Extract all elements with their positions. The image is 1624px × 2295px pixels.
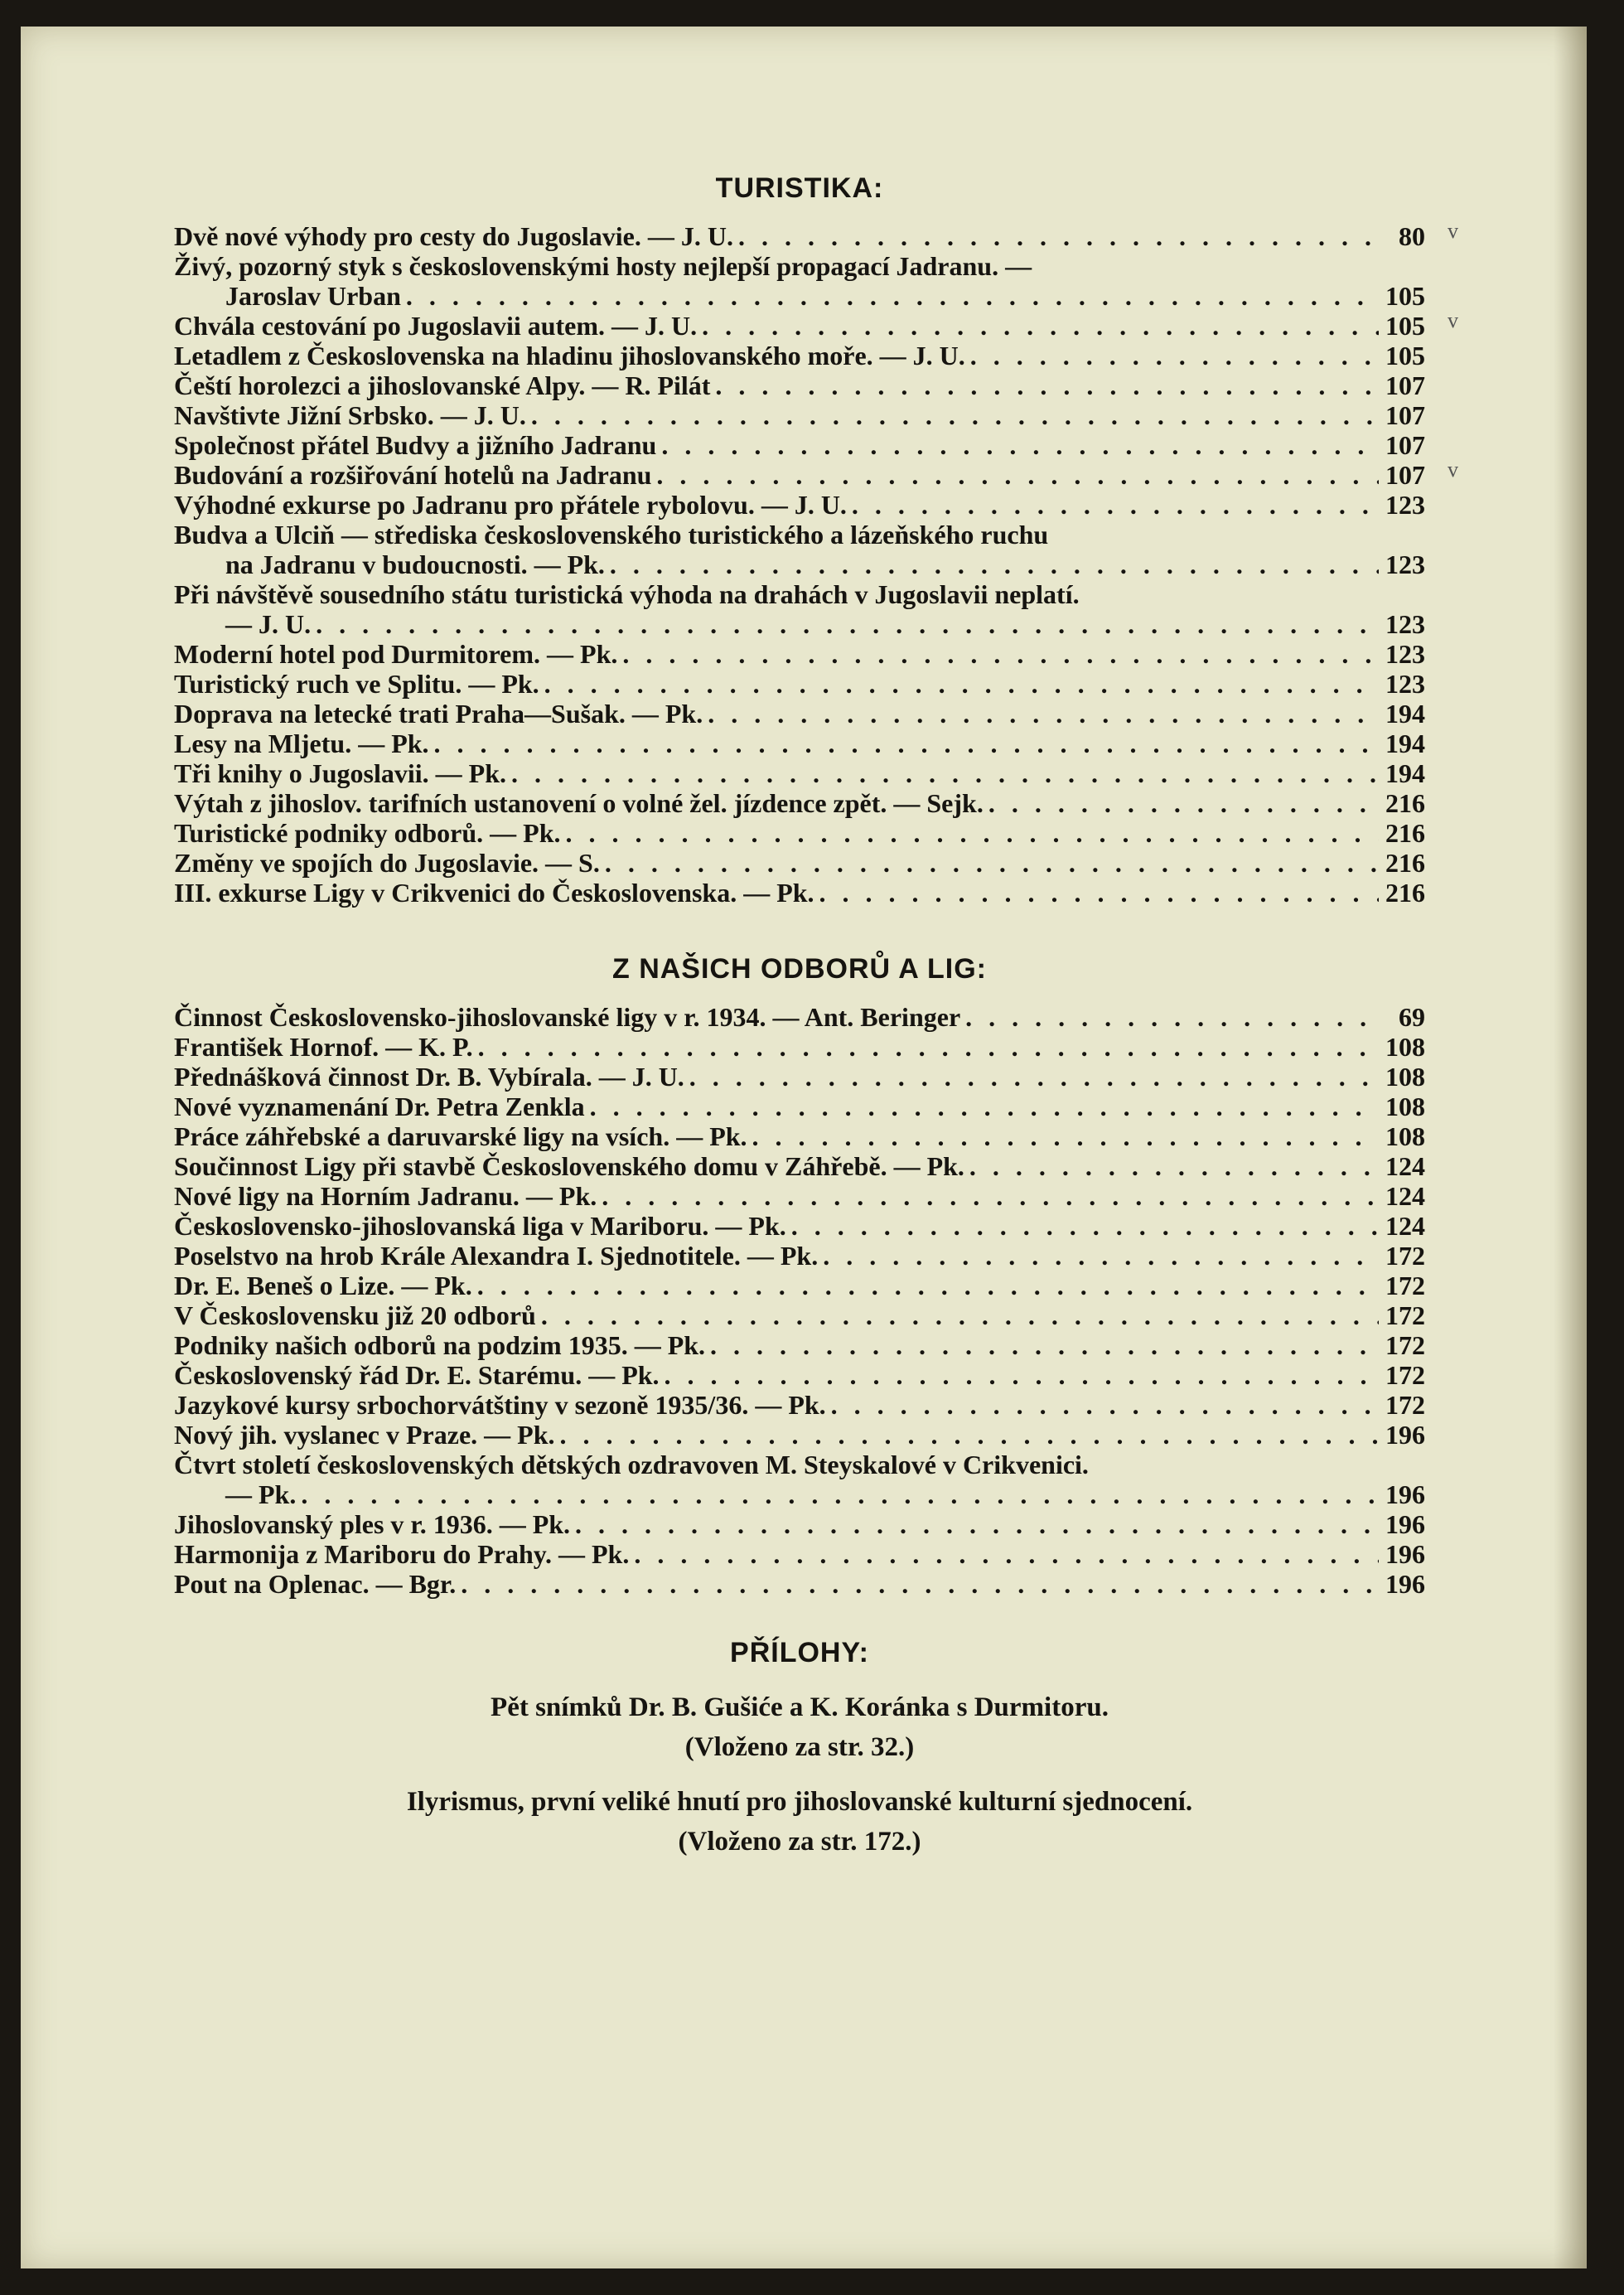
entry-title: Nové ligy na Horním Jadranu. — Pk. xyxy=(174,1181,597,1211)
toc-entry xyxy=(174,818,1425,848)
entry-title: Změny ve spojích do Jugoslavie. — S. xyxy=(174,848,600,878)
attachment-note: (Vloženo za str. 172.) xyxy=(678,1827,921,1857)
page-number: 108 xyxy=(1385,1121,1425,1151)
dot-leader xyxy=(477,1271,1379,1300)
dot-leader xyxy=(710,1330,1379,1360)
section-odbory xyxy=(174,953,1425,1599)
page-number: 108 xyxy=(1385,1062,1425,1092)
handwritten-check-mark: v xyxy=(1448,458,1458,482)
page-number: 105 xyxy=(1385,311,1425,341)
dot-leader xyxy=(819,878,1379,908)
toc-entry xyxy=(174,1360,1425,1390)
dot-leader xyxy=(406,281,1379,311)
toc-entry xyxy=(174,1121,1425,1151)
entry-title: Činnost Československo-jihoslovanské ligy v r. 1934. — Ant. Beringer xyxy=(174,1002,961,1032)
toc-entry xyxy=(174,699,1425,729)
section-title: Z NAŠICH ODBORŮ A LIG: xyxy=(611,953,987,985)
page-number: 172 xyxy=(1385,1360,1425,1390)
toc-entry xyxy=(174,341,1425,370)
page-number: 216 xyxy=(1385,818,1425,848)
page-number: 105 xyxy=(1385,281,1425,311)
toc-entry xyxy=(174,1569,1425,1599)
dot-leader xyxy=(434,729,1379,758)
entry-title-line: Budva a Ulciň — střediska československého turistického a lázeňského ruchu xyxy=(174,520,1049,550)
entry-title: V Československu již 20 odborů xyxy=(174,1300,536,1330)
page-number: 107 xyxy=(1385,460,1425,490)
dot-leader xyxy=(965,1002,1379,1032)
dot-leader xyxy=(752,1121,1379,1151)
entry-title: Jihoslovanský ples v r. 1936. — Pk. xyxy=(174,1509,571,1539)
page-number: 172 xyxy=(1385,1330,1425,1360)
dot-leader xyxy=(590,1092,1379,1121)
entry-title: Dr. E. Beneš o Lize. — Pk. xyxy=(174,1271,472,1300)
dot-leader xyxy=(301,1479,1379,1509)
page-number: 123 xyxy=(1385,490,1425,520)
page-number: 194 xyxy=(1385,758,1425,788)
entry-title: Výtah z jihoslov. tarifních ustanovení o volné žel. jízdence zpět. — Sejk. xyxy=(174,788,984,818)
page-number: 80 xyxy=(1399,221,1425,251)
toc-entry xyxy=(174,520,1425,579)
section-prilohy xyxy=(174,1637,1425,1862)
page-number: 69 xyxy=(1399,1002,1425,1032)
page-number: 196 xyxy=(1385,1420,1425,1450)
page-number: 196 xyxy=(1385,1569,1425,1599)
page-number: 194 xyxy=(1385,729,1425,758)
page-number: 123 xyxy=(1385,639,1425,669)
page-number: 216 xyxy=(1385,788,1425,818)
dot-leader xyxy=(665,1360,1379,1390)
dot-leader xyxy=(852,490,1379,520)
toc-entry xyxy=(174,400,1425,430)
dot-leader xyxy=(970,341,1379,370)
entry-title: Chvála cestování po Jugoslavii autem. — J. U. xyxy=(174,311,698,341)
entry-title: Pout na Oplenac. — Bgr. xyxy=(174,1569,457,1599)
dot-leader xyxy=(702,311,1379,341)
entry-list xyxy=(174,219,1458,908)
entry-title: Jazykové kursy srbochorvátštiny v sezoně 1935/36. — Pk. xyxy=(174,1390,826,1420)
toc-entry xyxy=(174,848,1425,878)
dot-leader xyxy=(541,1300,1379,1330)
toc-entry xyxy=(174,1509,1425,1539)
dot-leader xyxy=(634,1539,1379,1569)
entry-title: Turistické podniky odborů. — Pk. xyxy=(174,818,561,848)
dot-leader xyxy=(544,669,1379,699)
page-number: 196 xyxy=(1385,1509,1425,1539)
toc-entry xyxy=(174,1271,1425,1300)
toc-entry xyxy=(174,1420,1425,1450)
section-title: TURISTIKA: xyxy=(715,172,884,204)
entry-title: Nové vyznamenání Dr. Petra Zenkla xyxy=(174,1092,585,1121)
toc-entry xyxy=(174,1092,1425,1121)
toc-entry xyxy=(174,669,1425,699)
page-number: 105 xyxy=(1385,341,1425,370)
dot-leader xyxy=(689,1062,1379,1092)
dot-leader xyxy=(560,1420,1380,1450)
page-number: 172 xyxy=(1385,1241,1425,1271)
entry-title: Čeští horolezci a jihoslovanské Alpy. — R. Pilát xyxy=(174,370,711,400)
entry-title: Dvě nové výhody pro cesty do Jugoslavie. — J. U. xyxy=(174,221,733,251)
handwritten-check-mark: v xyxy=(1448,308,1458,332)
entry-title: Československý řád Dr. E. Starému. — Pk. xyxy=(174,1360,660,1390)
attachment-note: (Vloženo za str. 32.) xyxy=(684,1732,915,1762)
page-number: 216 xyxy=(1385,878,1425,908)
toc-entry xyxy=(174,758,1425,788)
entry-title: Doprava na letecké trati Praha—Sušak. — Pk. xyxy=(174,699,703,729)
toc-entry xyxy=(174,1330,1425,1360)
page-number: 172 xyxy=(1385,1300,1425,1330)
toc-entry xyxy=(174,639,1425,669)
dot-leader xyxy=(602,1181,1379,1211)
page-number: 194 xyxy=(1385,699,1425,729)
toc-entry xyxy=(174,1181,1425,1211)
dot-leader xyxy=(566,818,1379,848)
handwritten-check-mark: v xyxy=(1448,219,1458,243)
entry-title: František Hornof. — K. P. xyxy=(174,1032,473,1062)
entry-title: Lesy na Mljetu. — Pk. xyxy=(174,729,429,758)
toc-entry xyxy=(174,1211,1425,1241)
toc-entry xyxy=(174,458,1458,490)
dot-leader xyxy=(656,460,1379,490)
dot-leader xyxy=(791,1211,1379,1241)
entry-title-line: Při návštěvě sousedního státu turistická výhoda na drahách v Jugoslavii neplatí. xyxy=(174,579,1080,609)
entry-title: Navštivte Jižní Srbsko. — J. U. xyxy=(174,400,526,430)
page-number: 107 xyxy=(1385,400,1425,430)
entry-title: Harmonija z Mariboru do Prahy. — Pk. xyxy=(174,1539,630,1569)
dot-leader xyxy=(969,1151,1379,1181)
section-turistika xyxy=(174,172,1458,908)
toc-entry xyxy=(174,370,1425,400)
toc-entry xyxy=(174,788,1425,818)
entry-title: Moderní hotel pod Durmitorem. — Pk. xyxy=(174,639,618,669)
entry-title: Československo-jihoslovanská liga v Mariboru. — Pk. xyxy=(174,1211,786,1241)
toc-entry xyxy=(174,1390,1425,1420)
dot-leader xyxy=(605,848,1379,878)
page-number: 124 xyxy=(1385,1151,1425,1181)
toc-entry xyxy=(174,1450,1425,1509)
page-number: 123 xyxy=(1385,550,1425,579)
page-number: 124 xyxy=(1385,1181,1425,1211)
toc-entry xyxy=(174,729,1425,758)
dot-leader xyxy=(738,221,1379,251)
entry-title: Turistický ruch ve Splitu. — Pk. xyxy=(174,669,539,699)
page-number: 108 xyxy=(1385,1092,1425,1121)
dot-leader xyxy=(316,609,1379,639)
entry-title: Výhodné exkurse po Jadranu pro přátele rybolovu. — J. U. xyxy=(174,490,847,520)
entry-title: — Pk. xyxy=(225,1479,297,1509)
entry-title: Společnost přátel Budvy a jižního Jadranu xyxy=(174,430,657,460)
page-number: 196 xyxy=(1385,1539,1425,1569)
toc-entry xyxy=(174,1151,1425,1181)
toc-entry xyxy=(174,1539,1425,1569)
toc-entry xyxy=(174,1002,1425,1032)
page-number: 216 xyxy=(1385,848,1425,878)
dot-leader xyxy=(988,788,1379,818)
entry-title: Letadlem z Československa na hladinu jihoslovanského moře. — J. U. xyxy=(174,341,965,370)
page-number: 196 xyxy=(1385,1479,1425,1509)
entry-title: Poselstvo na hrob Krále Alexandra I. Sjednotitele. — Pk. xyxy=(174,1241,819,1271)
dot-leader xyxy=(531,400,1379,430)
entry-title: Budování a rozšiřování hotelů na Jadranu xyxy=(174,460,652,490)
entry-title: Jaroslav Urban xyxy=(225,281,401,311)
dot-leader xyxy=(610,550,1379,579)
attachment-line: Pět snímků Dr. B. Gušiće a K. Koránka s Durmitoru. xyxy=(491,1692,1109,1722)
page-number: 123 xyxy=(1385,609,1425,639)
page-number: 124 xyxy=(1385,1211,1425,1241)
entry-title: Nový jih. vyslanec v Praze. — Pk. xyxy=(174,1420,555,1450)
dot-leader xyxy=(708,699,1379,729)
dot-leader xyxy=(478,1032,1379,1062)
toc-entry xyxy=(174,490,1425,520)
attachment-line: Ilyrismus, první veliké hnutí pro jihoslovanské kulturní sjednocení. xyxy=(406,1787,1193,1817)
entry-title-line: Živý, pozorný styk s československými hosty nejlepší propagací Jadranu. — xyxy=(174,251,1032,281)
toc-entry xyxy=(174,1062,1425,1092)
entry-title: na Jadranu v budoucnosti. — Pk. xyxy=(225,550,605,579)
dot-leader xyxy=(575,1509,1379,1539)
dot-leader xyxy=(823,1241,1379,1271)
entry-title: III. exkurse Ligy v Crikvenici do Československa. — Pk. xyxy=(174,878,814,908)
toc-entry xyxy=(174,1032,1425,1062)
section-title: PŘÍLOHY: xyxy=(730,1637,869,1668)
toc-entry xyxy=(174,579,1425,639)
entry-title: — J. U. xyxy=(225,609,312,639)
dot-leader xyxy=(661,430,1379,460)
page-edge xyxy=(1554,27,1587,2268)
dot-leader xyxy=(511,758,1379,788)
entry-list xyxy=(174,1002,1425,1599)
dot-leader xyxy=(461,1569,1379,1599)
page-number: 172 xyxy=(1385,1390,1425,1420)
page-number: 172 xyxy=(1385,1271,1425,1300)
page-number: 108 xyxy=(1385,1032,1425,1062)
entry-title: Podniky našich odborů na podzim 1935. — Pk. xyxy=(174,1330,706,1360)
toc-entry xyxy=(174,251,1425,311)
entry-title: Práce záhřebské a daruvarské ligy na vsích. — Pk. xyxy=(174,1121,747,1151)
toc-entry xyxy=(174,219,1458,251)
entry-title: Přednášková činnost Dr. B. Vybírala. — J. U. xyxy=(174,1062,684,1092)
entry-title: Součinnost Ligy při stavbě Československého domu v Záhřebě. — Pk. xyxy=(174,1151,964,1181)
page-number: 123 xyxy=(1385,669,1425,699)
toc-entry xyxy=(174,1300,1425,1330)
entry-title: Tři knihy o Jugoslavii. — Pk. xyxy=(174,758,506,788)
toc-entry xyxy=(174,308,1458,341)
entry-title-line: Čtvrt století československých dětských ozdravoven M. Steyskalové v Crikvenici. xyxy=(174,1450,1089,1479)
toc-entry xyxy=(174,1241,1425,1271)
page-number: 107 xyxy=(1385,370,1425,400)
dot-leader xyxy=(715,370,1379,400)
toc-entry xyxy=(174,878,1425,908)
dot-leader xyxy=(831,1390,1379,1420)
dot-leader xyxy=(622,639,1379,669)
toc-entry xyxy=(174,430,1425,460)
page-number: 107 xyxy=(1385,430,1425,460)
